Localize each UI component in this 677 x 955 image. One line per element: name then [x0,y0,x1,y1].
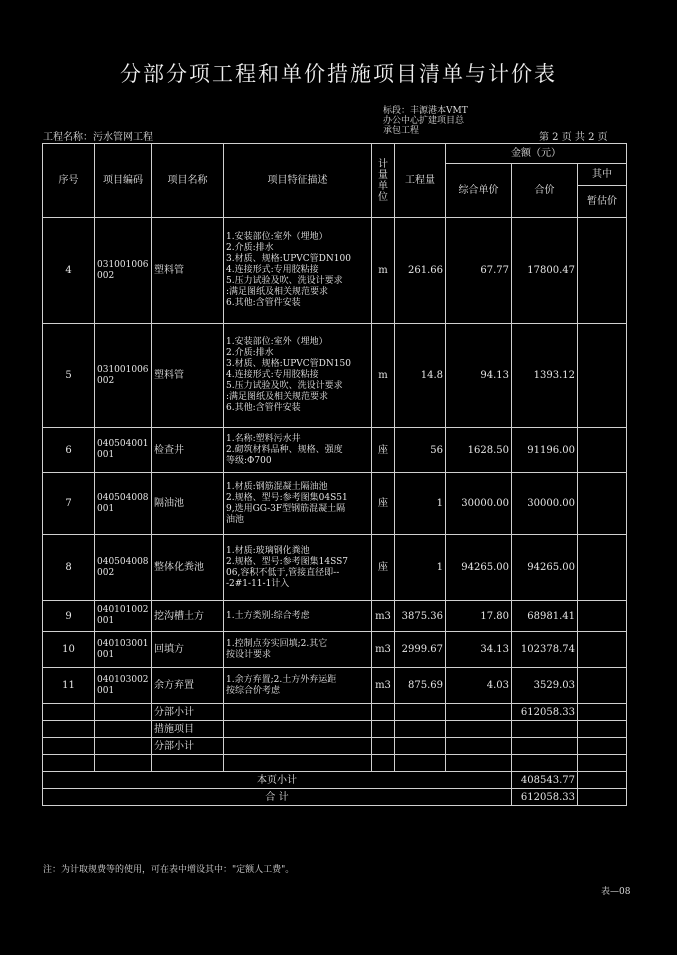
row-feature: 1.安装部位:室外（埋地） 2.介质:排水 3.材质、规格:UPVC管DN150 4.连接形式:专用胶粘接 5.压力试验及吹、洗设计要求 :满足图纸及相关规范要求 6.其他:含管件安装 [224,324,372,428]
row-unit: 座 [372,428,395,473]
blank-cell [372,755,395,772]
row-provisional [578,535,627,601]
row-seq [43,738,95,755]
header-provisional: 暂估价 [578,186,627,218]
row-qty [395,704,446,721]
stamp-line: 办公中心扩建项目总 [383,116,465,126]
row-code: 031001006002 [95,218,152,324]
stamp-line: 标段：丰源港本VMT [383,106,468,116]
row-provisional [578,789,627,806]
table-row [43,632,627,668]
blank-cell [512,755,578,772]
row-name: 余方弃置 [152,668,224,704]
row-seq: 6 [43,428,95,473]
page-code: 表—08 [601,887,631,897]
row-feature [224,721,372,738]
row-unit: m3 [372,601,395,632]
row-provisional [578,738,627,755]
row-qty: 2999.67 [395,632,446,668]
page-title: 分部分项工程和单价措施项目清单与计价表 [120,62,557,86]
table-row [43,428,627,473]
row-feature: 1.控制点夯实回填;2.其它 按设计要求 [224,632,372,668]
row-provisional [578,428,627,473]
row-qty: 3875.36 [395,601,446,632]
row-name: 检查井 [152,428,224,473]
blank-cell [43,755,95,772]
row-feature: 1.安装部位:室外（埋地） 2.介质:排水 3.材质、规格:UPVC管DN100 4.连接形式:专用胶粘接 5.压力试验及吹、洗设计要求 :满足图纸及相关规范要求 6.其他:含管件安装 [224,218,372,324]
row-qty: 14.8 [395,324,446,428]
row-unit-price: 30000.00 [446,473,512,535]
row-name: 整体化粪池 [152,535,224,601]
row-feature: 1.土方类别:综合考虑 [224,601,372,632]
row-code: 040504001001 [95,428,152,473]
row-unit-price: 34.13 [446,632,512,668]
row-unit-price: 67.77 [446,218,512,324]
row-unit-price [446,738,512,755]
row-name: 措施项目 [152,721,224,738]
row-unit: 座 [372,473,395,535]
row-total [512,721,578,738]
row-name: 塑料管 [152,324,224,428]
row-code: 040103002001 [95,668,152,704]
row-unit-price: 1628.50 [446,428,512,473]
header-of-which: 其中 [578,164,627,186]
row-code: 040101002001 [95,601,152,632]
row-seq [43,704,95,721]
row-total: 3529.03 [512,668,578,704]
table-row [43,473,627,535]
page-subtotal-row-label: 本页小计 [43,772,512,789]
row-unit-price: 94.13 [446,324,512,428]
table-row [43,668,627,704]
blank-cell [395,755,446,772]
row-unit [372,721,395,738]
row-unit: m3 [372,632,395,668]
row-provisional [578,218,627,324]
row-total: 68981.41 [512,601,578,632]
row-total: 30000.00 [512,473,578,535]
row-unit: m3 [372,668,395,704]
header-name: 项目名称 [152,144,224,218]
grand-total-row [43,789,627,806]
grand-total-row-label: 合 计 [43,789,512,806]
row-feature: 1.材质:玻璃钢化粪池 2.规格、型号:参考图集14SS7 06,容积不低于,管接直径即-- -2#1-11-1计入 [224,535,372,601]
blank-cell [446,755,512,772]
table-row [43,535,627,601]
summary-row [43,704,627,721]
row-qty: 1 [395,473,446,535]
row-provisional [578,704,627,721]
row-name: 回填方 [152,632,224,668]
row-unit-price [446,721,512,738]
row-code [95,721,152,738]
row-unit [372,738,395,755]
row-unit: m [372,218,395,324]
row-seq: 8 [43,535,95,601]
row-name: 隔油池 [152,473,224,535]
row-qty: 261.66 [395,218,446,324]
blank-cell [152,755,224,772]
row-unit-price [446,704,512,721]
row-seq: 7 [43,473,95,535]
row-qty [395,738,446,755]
table-row [43,324,627,428]
row-unit [372,704,395,721]
row-code: 040504008002 [95,535,152,601]
header-code: 项目编码 [95,144,152,218]
row-provisional [578,721,627,738]
row-unit: 座 [372,535,395,601]
row-unit-price: 94265.00 [446,535,512,601]
row-code: 040504008001 [95,473,152,535]
blank-cell [95,755,152,772]
blank-row [43,755,627,772]
row-qty [395,721,446,738]
header-amount: 金额（元） [446,144,627,164]
page-info: 第 2 页 共 2 页 [539,132,608,143]
row-name: 挖沟槽土方 [152,601,224,632]
row-code: 031001006002 [95,324,152,428]
row-qty: 56 [395,428,446,473]
row-provisional [578,473,627,535]
row-feature: 1.材质:钢筋混凝土隔油池 2.规格、型号:参考图集04S51 9,选用GG-3F型钢筋混凝土隔 油池 [224,473,372,535]
row-feature [224,704,372,721]
row-name: 分部小计 [152,738,224,755]
row-code [95,704,152,721]
stamp-text [383,106,468,136]
stamp-line: 承包工程 [383,126,420,136]
row-provisional [578,668,627,704]
summary-row [43,721,627,738]
row-total: 94265.00 [512,535,578,601]
header-seq: 序号 [43,144,95,218]
row-total: 91196.00 [512,428,578,473]
row-provisional [578,632,627,668]
page-subtotal-row [43,772,627,789]
row-seq [43,721,95,738]
row-provisional [578,601,627,632]
blank-cell [578,755,627,772]
row-qty: 1 [395,535,446,601]
row-seq: 4 [43,218,95,324]
row-total: 17800.47 [512,218,578,324]
project-name: 工程名称：污水管网工程 [43,132,153,143]
row-unit: m [372,324,395,428]
row-provisional [578,324,627,428]
row-seq: 11 [43,668,95,704]
table-row [43,218,627,324]
row-unit-price: 17.80 [446,601,512,632]
header-unit: 计量单位 [372,144,395,218]
footnote: 注：为计取规费等的使用，可在表中增设其中："定额人工费"。 [43,865,295,875]
pricing-table [42,143,627,806]
row-total: 1393.12 [512,324,578,428]
row-code [95,738,152,755]
row-unit-price: 4.03 [446,668,512,704]
row-total: 612058.33 [512,704,578,721]
row-total [512,738,578,755]
row-feature: 1.名称:塑料污水井 2.砌筑材料品种、规格、强度 等级:Φ700 [224,428,372,473]
table-row [43,601,627,632]
grand-total-row-total: 612058.33 [512,789,578,806]
row-feature [224,738,372,755]
blank-cell [224,755,372,772]
row-seq: 9 [43,601,95,632]
row-name: 塑料管 [152,218,224,324]
row-provisional [578,772,627,789]
summary-row [43,738,627,755]
row-name: 分部小计 [152,704,224,721]
header-total: 合价 [512,164,578,218]
row-seq: 5 [43,324,95,428]
row-code: 040103001001 [95,632,152,668]
row-qty: 875.69 [395,668,446,704]
row-feature: 1.余方弃置;2.土方外弃运距 按综合价考虑 [224,668,372,704]
row-total: 102378.74 [512,632,578,668]
header-unit-price: 综合单价 [446,164,512,218]
header-feature: 项目特征描述 [224,144,372,218]
page-subtotal-row-total: 408543.77 [512,772,578,789]
header-qty: 工程量 [395,144,446,218]
row-seq: 10 [43,632,95,668]
